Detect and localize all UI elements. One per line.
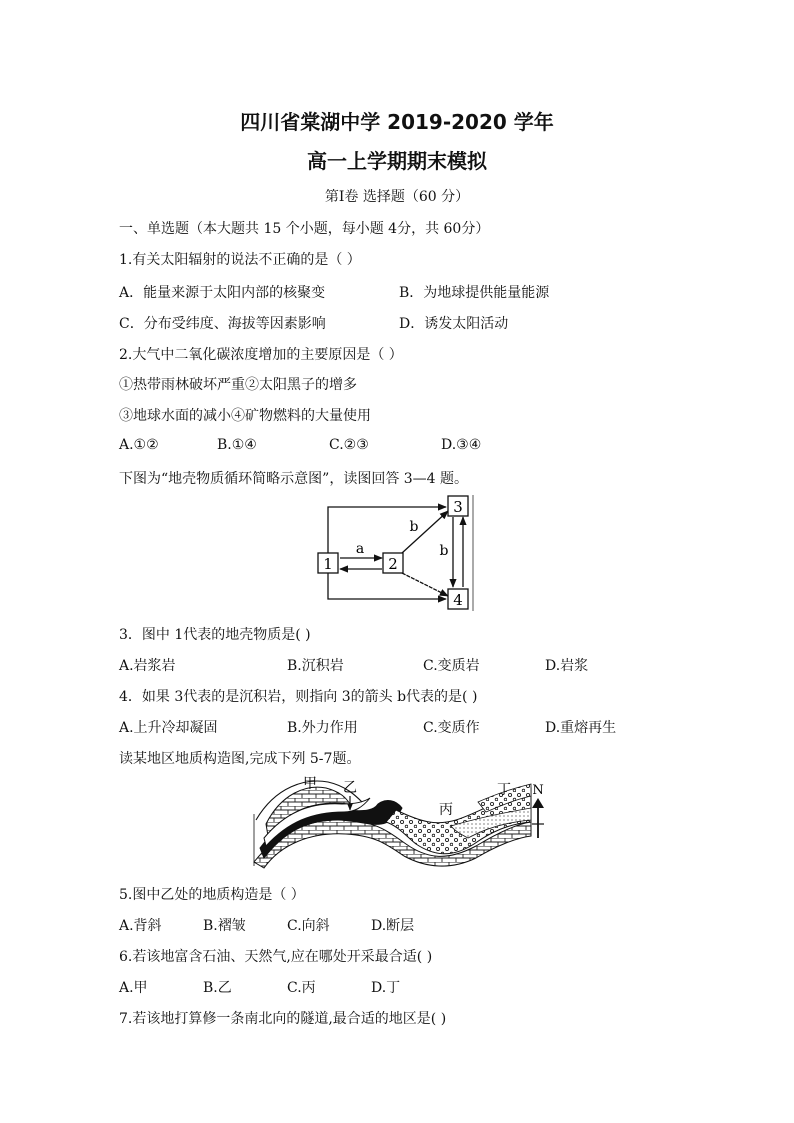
q5-option-a: A.背斜 bbox=[119, 918, 162, 934]
q7-stem: 7.若该地打算修一条南北向的隧道,最合适的地区是( ) bbox=[119, 1011, 447, 1027]
arrow-label-a: a bbox=[355, 541, 365, 557]
q6-option-d: D.丁 bbox=[371, 980, 401, 996]
q3-option-c: C.变质岩 bbox=[423, 658, 480, 674]
q4-option-a: A.上升冷却凝固 bbox=[119, 720, 218, 736]
north-label: N bbox=[532, 783, 544, 798]
q4-option-c: C.变质作 bbox=[423, 720, 480, 736]
q2-statement-line1: ①热带雨林破坏严重②太阳黑子的增多 bbox=[119, 377, 357, 393]
q5-7-intro: 读某地区地质构造图,完成下列 5-7题。 bbox=[119, 751, 361, 767]
rock-label-1: 1 bbox=[323, 555, 333, 573]
q5-option-b: B.褶皱 bbox=[203, 918, 246, 934]
q1-option-d: D．诱发太阳活动 bbox=[399, 316, 509, 332]
q2-option-d: D.③④ bbox=[441, 437, 482, 453]
geologic-structure-diagram bbox=[246, 774, 558, 870]
q5-stem: 5.图中乙处的地质构造是（ ） bbox=[119, 887, 305, 903]
q3-option-a: A.岩浆岩 bbox=[119, 658, 176, 674]
q5-option-d: D.断层 bbox=[371, 918, 415, 934]
q4-option-b: B.外力作用 bbox=[287, 720, 358, 736]
rock-label-3: 3 bbox=[453, 498, 463, 516]
q6-option-c: C.丙 bbox=[287, 980, 316, 996]
q5-option-c: C.向斜 bbox=[287, 918, 330, 934]
label-yi: 乙 bbox=[343, 780, 357, 796]
q6-option-a: A.甲 bbox=[119, 980, 148, 996]
part-heading: 一、单选题（本大题共 15 个小题，每小题 4分，共 60分） bbox=[119, 221, 490, 237]
exam-title-line2: 高一上学期期末模拟 bbox=[307, 149, 487, 173]
q2-option-b: B.①④ bbox=[217, 437, 257, 453]
rock-label-4: 4 bbox=[453, 591, 463, 609]
rock-label-2: 2 bbox=[388, 555, 398, 573]
q2-option-c: C.②③ bbox=[329, 437, 369, 453]
label-ding: 丁 bbox=[497, 782, 511, 798]
section-heading: 第Ⅰ卷 选择题（60 分） bbox=[324, 189, 470, 205]
north-arrow-icon bbox=[532, 798, 544, 838]
q4-stem: 4．如果 3代表的是沉积岩，则指向 3的箭头 b代表的是( ) bbox=[119, 689, 478, 705]
q6-stem: 6.若该地富含石油、天然气,应在哪处开采最合适( ) bbox=[119, 949, 433, 965]
q3-4-intro: 下图为“地壳物质循环简略示意图”，读图回答 3—4 题。 bbox=[119, 471, 469, 487]
q1-option-b: B．为地球提供能量能源 bbox=[399, 285, 550, 301]
arrow-label-b-diagonal: b bbox=[409, 519, 419, 535]
q6-option-b: B.乙 bbox=[203, 980, 232, 996]
q1-option-a: A．能量来源于太阳内部的核聚变 bbox=[119, 285, 326, 301]
q3-stem: 3．图中 1代表的地壳物质是( ) bbox=[119, 627, 311, 643]
q2-statement-line2: ③地球水面的减小④矿物燃料的大量使用 bbox=[119, 408, 371, 424]
q2-stem: 2.大气中二氧化碳浓度增加的主要原因是（ ） bbox=[119, 347, 403, 363]
q3-option-d: D.岩浆 bbox=[545, 658, 589, 674]
label-bing: 丙 bbox=[439, 802, 453, 818]
q1-option-c: C．分布受纬度、海拔等因素影响 bbox=[119, 316, 326, 332]
rock-cycle-diagram bbox=[310, 493, 480, 613]
q3-option-b: B.沉积岩 bbox=[287, 658, 344, 674]
exam-title-line1: 四川省棠湖中学 2019-2020 学年 bbox=[240, 110, 554, 134]
q2-option-a: A.①② bbox=[119, 437, 159, 453]
label-jia: 甲 bbox=[303, 776, 317, 792]
q1-stem: 1.有关太阳辐射的说法不正确的是（ ） bbox=[119, 252, 361, 268]
arrow-label-b-vertical: b bbox=[439, 543, 449, 559]
q4-option-d: D.重熔再生 bbox=[545, 720, 617, 736]
